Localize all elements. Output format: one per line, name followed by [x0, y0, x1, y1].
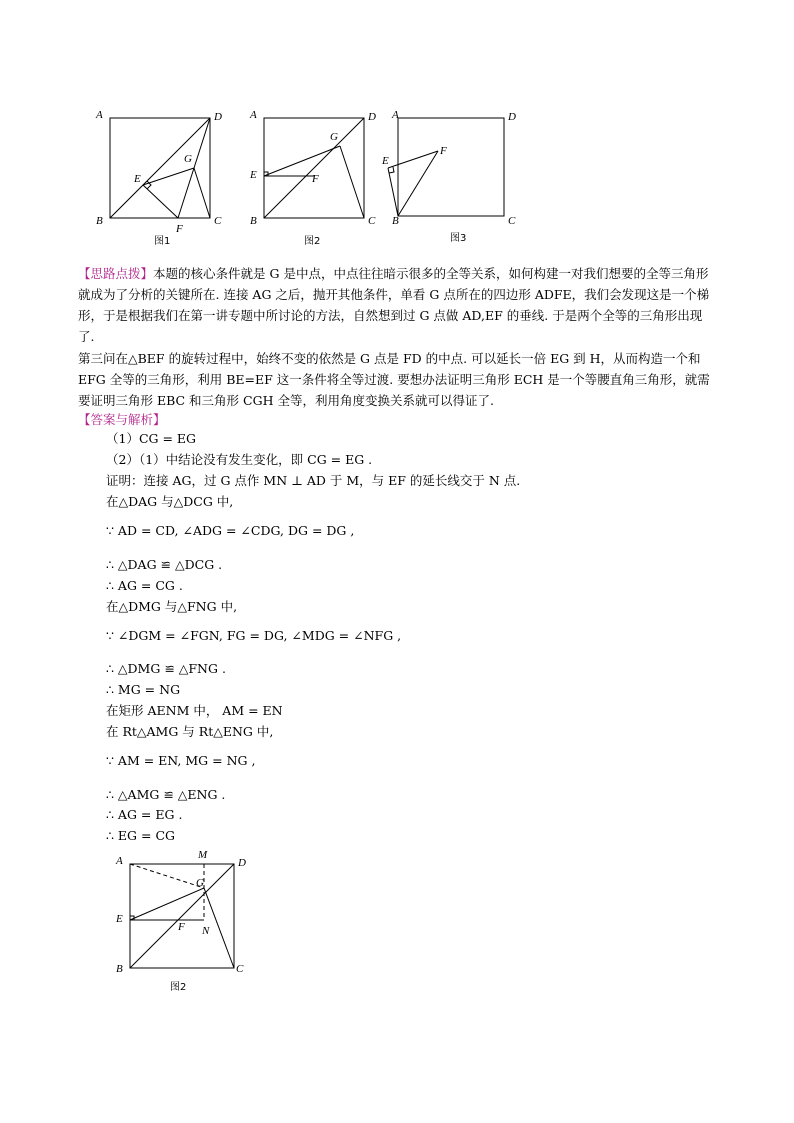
fig3-caption: 图3 — [450, 233, 467, 244]
fig3-label-a: A — [392, 109, 399, 121]
answer-line-8: 在△DMG 与△FNG 中, — [106, 599, 238, 614]
answer-line-11: ∴ MG = NG — [106, 682, 181, 697]
hint-tag: 【思路点拨】 — [78, 266, 154, 281]
fig1-label-b: B — [96, 215, 103, 227]
answer-line-15: ∴ △AMG ≌ △ENG . — [106, 787, 226, 802]
fig2-label-g: G — [330, 131, 338, 143]
fig1-label-d: D — [214, 111, 222, 123]
fig3-label-b: B — [392, 215, 399, 227]
fig-bottom-caption: 图2 — [170, 982, 187, 993]
fig-bottom-label-a: A — [116, 855, 123, 867]
answer-line-12: 在矩形 AENM 中， AM = EN — [106, 703, 283, 718]
fig-bottom-label-f: F — [178, 921, 185, 933]
fig1-label-f: F — [176, 223, 183, 235]
hint-paragraph-1 — [78, 263, 718, 347]
figure-2-diagram — [244, 106, 384, 251]
fig-bottom-label-d: D — [238, 857, 246, 869]
fig2-label-f: F — [312, 173, 319, 185]
answer-line-5: ∵ AD = CD, ∠ADG = ∠CDG, DG = DG , — [106, 523, 355, 538]
fig3-label-f: F — [440, 145, 447, 157]
figure-1 — [90, 106, 230, 251]
answer-line-13: 在 Rt△AMG 与 Rt△ENG 中, — [106, 724, 274, 739]
fig-bottom-label-g: G — [196, 877, 204, 889]
fig3-label-d: D — [508, 111, 516, 123]
fig2-caption: 图2 — [304, 236, 321, 247]
answer-line-10: ∴ △DMG ≌ △FNG . — [106, 661, 226, 676]
figure-bottom-diagram — [108, 848, 258, 998]
fig1-label-g: G — [184, 153, 192, 165]
fig2-label-e: E — [250, 169, 257, 181]
hint-paragraph-2 — [78, 348, 718, 411]
hint-text-1: 本题的核心条件就是 G 是中点，中点往往暗示很多的全等关系，如何构建一对我们想要的全等三角形就成为了分析的关键所在. 连接 AG 之后，抛开其他条件，单看 G 点所在的四边形 ADFE，我们会发现这是一个梯形，于是根据我们在第一讲专题中所讨论的方法，自然想到过 G 点做 AD,EF 的垂线. 于是两个全等的三角形出现了. — [78, 266, 710, 344]
figure-bottom — [108, 848, 258, 998]
answer-line-7: ∴ AG = CG . — [106, 578, 183, 593]
answer-line-14: ∵ AM = EN, MG = NG , — [106, 753, 256, 768]
fig1-label-e: E — [134, 173, 141, 185]
fig2-label-b: B — [250, 215, 257, 227]
answer-line-4: 在△DAG 与△DCG 中, — [106, 494, 234, 509]
answer-tag: 【答案与解析】 — [78, 412, 166, 427]
fig2-label-c: C — [368, 215, 376, 227]
fig-bottom-label-e: E — [116, 913, 123, 925]
answer-line-16: ∴ AG = EG . — [106, 807, 183, 822]
fig2-label-a: A — [250, 109, 257, 121]
answer-line-2: （2）（1）中结论没有发生变化，即 CG = EG . — [106, 452, 373, 467]
fig-bottom-label-n: N — [202, 925, 210, 937]
hint-text-2: 第三问在△BEF 的旋转过程中，始终不变的依然是 G 点是 FD 的中点. 可以延长一倍 EG 到 H，从而构造一个和 EFG 全等的三角形，利用 BE=EF 这一条件将全等过渡. 要想办法证明三角形 ECH 是一个等腰直角三角形，就需要证明三角形 EBC 和三角形 CGH 全等，利用角度变换关系就可以得证了. — [78, 351, 710, 408]
answer-line-3: 证明：连接 AG，过 G 点作 MN ⊥ AD 于 M，与 EF 的延长线交于 N 点. — [106, 473, 521, 488]
answer-line-17: ∴ EG = CG — [106, 828, 176, 843]
figure-3 — [382, 106, 526, 251]
fig2-label-d: D — [368, 111, 376, 123]
figure-1-diagram — [90, 106, 230, 251]
fig-bottom-label-m: M — [198, 849, 208, 861]
fig3-label-c: C — [508, 215, 516, 227]
fig-bottom-label-c: C — [236, 963, 244, 975]
answer-line-1: （1）CG = EG — [106, 431, 197, 446]
fig1-label-c: C — [214, 215, 222, 227]
fig3-label-e: E — [382, 155, 389, 167]
figure-3-diagram — [382, 106, 526, 251]
fig-bottom-label-b: B — [116, 963, 123, 975]
figure-2 — [244, 106, 384, 251]
answer-line-6: ∴ △DAG ≌ △DCG . — [106, 557, 223, 572]
fig1-label-a: A — [96, 109, 103, 121]
fig1-caption: 图1 — [154, 236, 171, 247]
answer-line-9: ∵ ∠DGM = ∠FGN, FG = DG, ∠MDG = ∠NFG , — [106, 628, 402, 643]
